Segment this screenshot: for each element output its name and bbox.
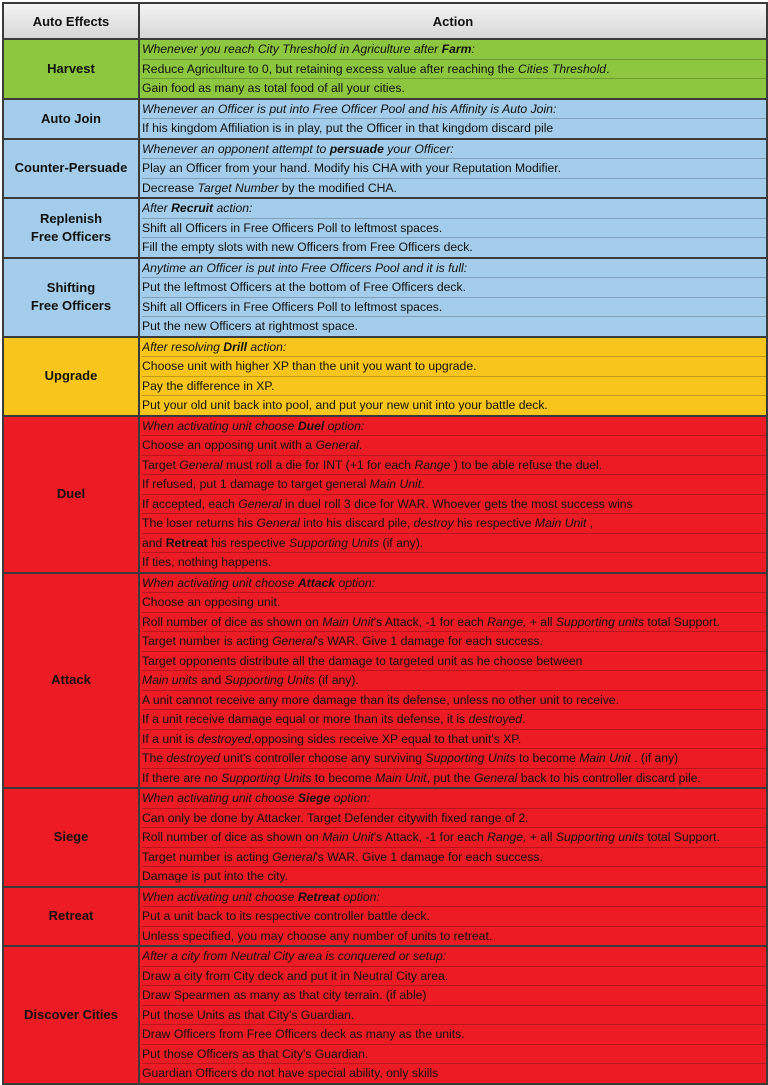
action-line [142,199,766,219]
action-text: If a unit is [142,731,198,746]
action-text: Main Unit [534,516,587,530]
action-text: If a unit receive damage equal or more than its defense, it is [142,712,469,726]
action-line [142,140,766,160]
action-line [142,79,766,98]
action-line [142,219,766,239]
action-text: . [358,438,363,452]
action-line [142,789,766,809]
action-text: to become [515,751,580,765]
action-text: destroyed [197,731,252,746]
action-text: General [315,438,359,452]
action-line [142,514,766,534]
effect-name: Upgrade [3,337,139,416]
action-text: by the modified CHA. [278,180,397,195]
action-line [142,593,766,613]
action-text: Guardian Officers do not have special ability, only skills [142,1066,439,1080]
action-text: Main Unit [322,614,374,629]
action-text: Main Unit [375,770,427,785]
action-text: Draw Officers from Free Officers deck as many as the units. [142,1027,465,1041]
action-line [142,691,766,711]
action-text: 's WAR. Give 1 damage for each success. [315,634,543,648]
action-text: Unless specified, you may choose any number of units to retreat. [142,928,493,943]
action-text: . [421,477,425,491]
action-text: option: [324,418,365,433]
action-text: Main Unit [322,830,374,844]
action-text: When activating unit choose [142,418,298,433]
effect-action [139,887,767,947]
action-line [142,534,766,554]
effect-name: Harvest [3,39,139,99]
action-text: and [197,673,225,687]
action-text: . [522,712,526,726]
action-text: Supporting Units [289,535,380,550]
effect-action [139,416,767,573]
effect-action [139,198,767,258]
action-line [142,357,766,377]
action-text: Put the new Officers at rightmost space. [142,319,358,333]
action-text: Farm [441,42,472,56]
action-text: and [142,535,166,550]
effect-row-discover-cities [3,946,767,1084]
table-body [3,39,767,1084]
effect-name: Replenish Free Officers [3,198,139,258]
action-text: The [142,751,167,765]
action-text: must roll a die for INT (+1 for each [222,457,415,472]
action-text: Target [142,457,180,472]
action-text: Shift all Officers in Free Officers Poll to leftmost spaces. [142,299,443,314]
action-text: If there are no [142,770,222,785]
action-line [142,119,766,138]
action-text: + all [526,830,556,844]
action-line [142,710,766,730]
action-text: Supporting units [555,614,644,629]
action-line [142,888,766,908]
action-text: his respective [207,535,290,550]
action-text: Can only be done by Attacker. Target Defender citywith fixed range of 2. [142,810,529,825]
action-text: Draw Spearmen as many as that city terrain. (if able) [142,988,427,1002]
action-text: destroyed [166,751,220,765]
action-text: Whenever you reach City Threshold in Agriculture after [142,42,442,56]
action-text: If ties, nothing happens. [142,555,272,569]
action-text: General [272,634,316,648]
action-line [142,396,766,415]
effect-action [139,788,767,887]
action-text: Main Unit [369,477,422,491]
effect-action [139,39,767,99]
action-text: into his discard pile, [299,516,414,530]
action-line [142,907,766,927]
action-text: After resolving [142,339,224,354]
effect-row-auto-join [3,99,767,139]
effect-row-duel [3,416,767,573]
action-text: action: [247,339,287,354]
action-text: General [256,516,300,530]
action-text: Supporting Units [425,751,516,765]
effect-name: Discover Cities [3,946,139,1084]
action-line [142,377,766,397]
action-line [142,749,766,769]
action-line [142,613,766,633]
action-text: . (if any) [630,751,679,765]
action-text: Choose unit with higher XP than the unit you want to upgrade. [142,359,477,373]
auto-effects-table [2,2,768,1085]
action-text: (if any). [379,535,424,550]
action-text: option: [339,889,380,904]
action-text: Supporting Units [224,673,315,687]
action-text: Range, [487,830,527,844]
effect-action [139,139,767,199]
action-line [142,671,766,691]
action-line [142,317,766,336]
action-text: Target number is acting [142,849,273,864]
action-text: Choose an opposing unit. [142,595,281,609]
effect-action [139,258,767,337]
action-text: Pay the difference in XP. [142,378,275,393]
action-text: If refused, put 1 damage to target general [142,477,370,491]
action-text: Main units [142,673,198,687]
action-line [142,1025,766,1045]
effect-row-siege [3,788,767,887]
action-text: Shift all Officers in Free Officers Poll to leftmost spaces. [142,220,443,235]
action-text: Range [414,457,451,472]
header-auto-effects: Auto Effects [3,3,139,39]
action-line [142,867,766,886]
action-text: Fill the empty slots with new Officers from Free Officers deck. [142,240,473,254]
effect-row-attack [3,573,767,789]
action-line [142,298,766,318]
action-line [142,769,766,788]
action-line [142,259,766,279]
action-line [142,40,766,60]
action-text: Whenever an Officer is put into Free Officer Pool and his Affinity is Auto Join: [142,101,557,116]
action-line [142,574,766,594]
action-text: After a city from Neutral City area is conquered or setup: [142,949,447,963]
action-text: ,opposing sides receive XP equal to that unit's XP. [251,731,522,746]
action-text: Retreat [165,535,208,550]
action-line [142,417,766,437]
action-line [142,652,766,672]
action-text: 's Attack, -1 for each [373,830,488,844]
action-text: (if any). [314,673,359,687]
action-text: option: [330,791,371,805]
action-line [142,278,766,298]
action-text: Put your old unit back into pool, and put your new unit into your battle deck. [142,398,548,412]
action-line [142,927,766,946]
action-text: + all [526,614,556,629]
action-text: Reduce Agriculture to 0, but retaining excess value after reaching the [142,61,519,76]
action-text: destroyed [468,712,523,726]
action-text: : [471,42,475,56]
action-line [142,553,766,572]
action-text: his respective [453,516,535,530]
action-text: Cities Threshold [518,61,607,76]
effect-name: Auto Join [3,99,139,139]
effect-action [139,946,767,1084]
action-line [142,1006,766,1026]
action-text: Put those Officers as that City's Guardian. [142,1046,369,1061]
action-text: Play an Officer from your hand. Modify his CHA with your Reputation Modifier. [142,161,562,175]
action-text: total Support. [644,830,720,844]
action-line [142,475,766,495]
header-action: Action [139,3,767,39]
action-text: Draw a city from City deck and put it in Neutral City area. [142,968,449,983]
action-text: Gain food as many as total food of all your cities. [142,81,405,95]
action-text: When activating unit choose [142,889,298,904]
action-text: Drill [223,339,247,354]
action-line [142,848,766,868]
action-text: action: [213,201,253,215]
action-text: destroy [413,516,454,530]
action-text: persuade [329,141,384,156]
action-text: General [238,496,282,511]
action-text: Supporting Units [221,770,312,785]
action-text: Duel [297,418,325,433]
action-text: The loser returns his [142,516,257,530]
effect-name: Attack [3,573,139,789]
action-line [142,238,766,257]
action-text: Range, [487,614,527,629]
action-text: Target number is acting [142,634,273,648]
action-text: Damage is put into the city. [142,869,289,883]
action-line [142,828,766,848]
action-text: Roll number of dice as shown on [142,830,323,844]
effect-row-counter-persuade [3,139,767,199]
effect-action [139,573,767,789]
action-text: General [272,849,316,864]
action-text: Retreat [297,889,340,904]
action-line [142,338,766,358]
action-text: Siege [297,791,331,805]
action-text: back to his controller discard pile. [517,770,701,785]
effect-name: Duel [3,416,139,573]
action-text: to become [311,770,376,785]
action-text: Put those Units as that City's Guardian. [142,1007,355,1022]
header-row [3,3,767,39]
action-line [142,436,766,456]
action-text: Target Number [197,180,279,195]
action-text: , put the [426,770,474,785]
action-line [142,100,766,120]
action-line [142,456,766,476]
effect-row-harvest [3,39,767,99]
action-text: Whenever an opponent attempt to [142,141,330,156]
action-line [142,179,766,198]
action-line [142,1045,766,1065]
action-line [142,986,766,1006]
action-text: When activating unit choose [142,791,298,805]
effect-row-replenish-free-officers [3,198,767,258]
action-text: in duel roll 3 dice for WAR. Whoever gets the most success wins [281,496,633,511]
action-text: . [606,61,610,76]
action-line [142,730,766,750]
action-text: Recruit [171,201,214,215]
action-line [142,967,766,987]
action-line [142,495,766,515]
action-text: Decrease [142,180,198,195]
action-text: Target opponents distribute all the damage to targeted unit as he choose between [142,653,583,668]
action-text: , [586,516,594,530]
effect-action [139,99,767,139]
effect-name: Retreat [3,887,139,947]
effect-row-retreat [3,887,767,947]
action-text: Roll number of dice as shown on [142,614,323,629]
action-text: option: [335,575,376,590]
action-text: 's WAR. Give 1 damage for each success. [315,849,543,864]
action-text: General [474,770,518,785]
action-text: 's Attack, -1 for each [373,614,488,629]
action-text: Put a unit back to its respective controller battle deck. [142,909,430,923]
action-line [142,809,766,829]
action-text: Anytime an Officer is put into Free Officers Pool and it is full: [142,260,468,275]
action-text: total Support. [644,614,720,629]
action-line [142,947,766,967]
effect-action [139,337,767,416]
action-text: General [179,457,223,472]
action-text: unit's controller choose any surviving [219,751,426,765]
action-text: If accepted, each [142,496,239,511]
action-text: Put the leftmost Officers at the bottom of Free Officers deck. [142,280,467,294]
action-line [142,1064,766,1083]
effect-name: Shifting Free Officers [3,258,139,337]
action-text: After [142,201,172,215]
action-text: If his kingdom Affiliation is in play, put the Officer in that kingdom discard pile [142,121,554,135]
action-text: Choose an opposing unit with a [142,438,316,452]
effect-row-upgrade [3,337,767,416]
action-line [142,60,766,80]
action-text: When activating unit choose [142,575,298,590]
effect-name: Counter-Persuade [3,139,139,199]
effect-name: Siege [3,788,139,887]
action-text: ) to be able refuse the duel. [450,457,603,472]
effect-row-shifting-free-officers [3,258,767,337]
action-line [142,632,766,652]
action-text: A unit cannot receive any more damage than its defense, unless no other unit to receive. [142,692,619,707]
action-text: Main Unit [579,751,631,765]
action-text: Supporting units [555,830,644,844]
action-text: Attack [297,575,336,590]
action-text: your Officer: [383,141,454,156]
action-line [142,159,766,179]
